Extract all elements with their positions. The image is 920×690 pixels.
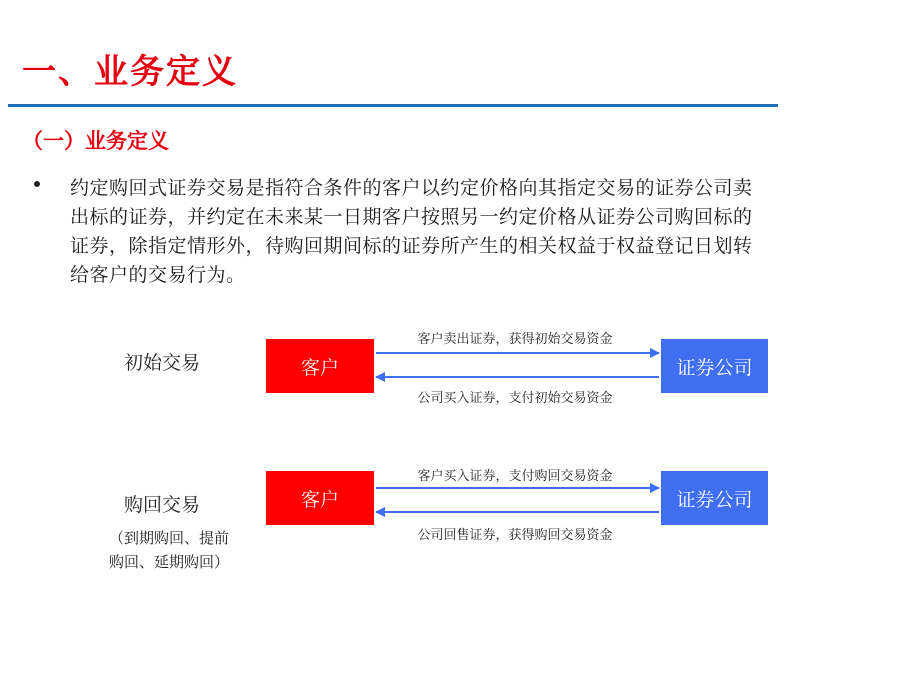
broker-box-initial: 证券公司 [661, 339, 768, 393]
definition-line: 给客户的交易行为。 [70, 264, 246, 286]
arrow-label-broker-resells: 公司回售证券，获得购回交易资金 [417, 528, 613, 543]
section-subtitle: （一）业务定义 [22, 129, 169, 153]
client-box-repurchase: 客户 [266, 471, 374, 525]
flow-label-initial: 初始交易 [124, 352, 201, 374]
arrow-label-broker-buys: 公司买入证券，支付初始交易资金 [417, 391, 613, 406]
broker-box-repurchase: 证券公司 [661, 471, 768, 525]
repurchase-note-line: 购回、延期购回） [108, 553, 229, 571]
page-title: 一、业务定义 [22, 52, 238, 92]
repurchase-note-line: （到期购回、提前 [108, 529, 229, 547]
definition-line: 出标的证券，并约定在未来某一日期客户按照另一约定价格从证券公司购回标的 [70, 206, 753, 228]
definition-line: 证券，除指定情形外，待购回期间标的证券所产生的相关权益于权益登记日划转 [70, 235, 753, 257]
flow-label-repurchase: 购回交易 [124, 494, 201, 516]
client-box-initial: 客户 [266, 339, 374, 393]
arrow-label-client-buys: 客户买入证券，支付购回交易资金 [417, 469, 613, 484]
arrow-label-client-sells: 客户卖出证券，获得初始交易资金 [417, 332, 613, 347]
definition-line: 约定购回式证券交易是指符合条件的客户以约定价格向其指定交易的证券公司卖 [70, 177, 753, 199]
